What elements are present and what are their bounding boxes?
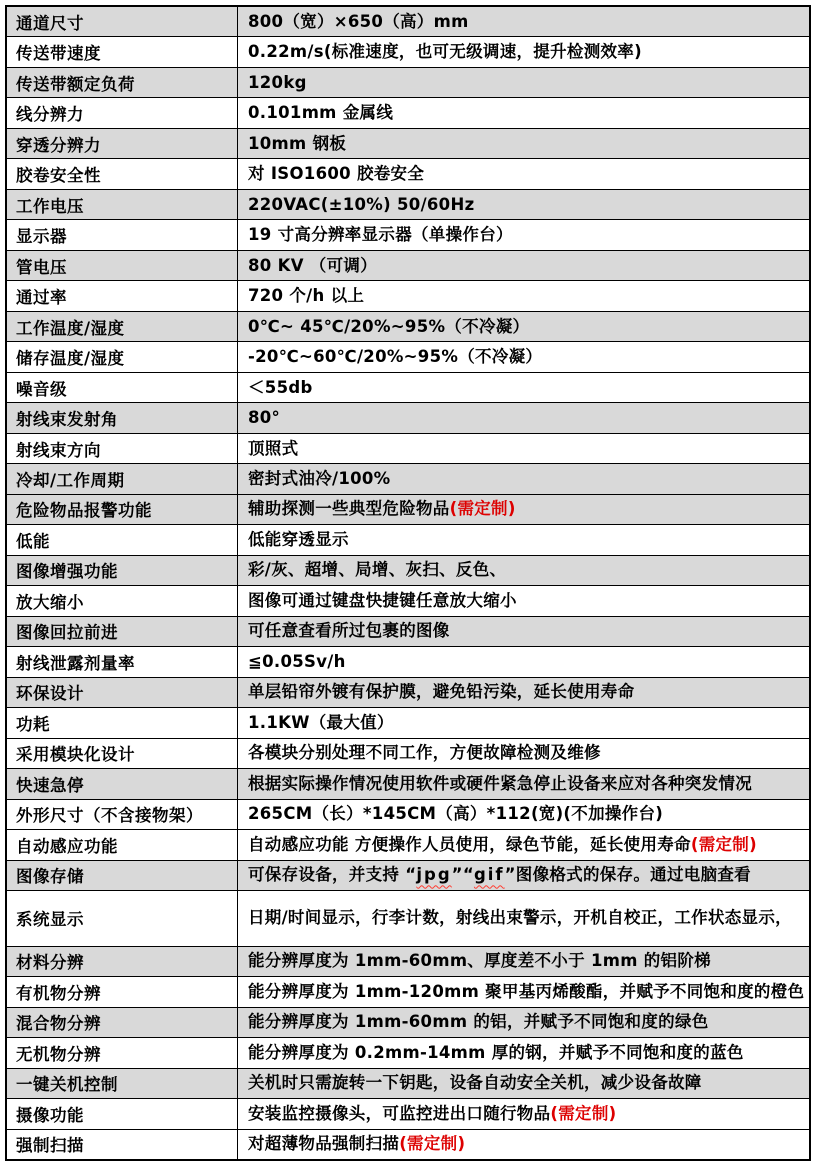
spec-value-text <box>248 283 364 309</box>
spec-label: 材料分辨 <box>7 947 238 976</box>
value-segment: 0℃~ 45℃/20%~95%（不冷凝） <box>248 316 530 336</box>
spec-value <box>238 678 809 707</box>
spec-value-text <box>248 710 394 736</box>
table-row <box>7 861 809 891</box>
spec-value <box>238 830 809 859</box>
spec-value <box>238 977 809 1006</box>
value-segment: 1.1KW（最大值） <box>248 712 394 732</box>
table-row <box>7 556 809 586</box>
table-row <box>7 1130 809 1159</box>
table-row <box>7 647 809 677</box>
custom-required-note: (需定制) <box>449 499 516 519</box>
spec-label: 管电压 <box>7 251 238 280</box>
spec-label: 图像增强功能 <box>7 556 238 585</box>
spec-value-text <box>248 70 307 96</box>
spec-value <box>238 1008 809 1037</box>
value-segment: -20℃~60℃/20%~95%（不冷凝） <box>248 347 543 367</box>
table-row <box>7 159 809 189</box>
value-segment: 0.22m/s(标准速度，也可无级调速，提升检测效率) <box>248 42 642 62</box>
value-segment: 辅助探测一些典型危险物品 <box>248 499 450 519</box>
spec-value-text <box>248 496 516 522</box>
spec-value <box>238 281 809 310</box>
value-segment: 19 寸高分辨率显示器（单操作台） <box>248 225 513 245</box>
value-segment: ”图像格式的保存。通过电脑查看 <box>504 865 751 885</box>
spec-label: 射线泄露剂量率 <box>7 647 238 676</box>
spec-value <box>238 1038 809 1067</box>
value-segment: ”“ <box>451 865 474 885</box>
spec-value <box>238 586 809 615</box>
spec-label: 通过率 <box>7 281 238 310</box>
table-row <box>7 251 809 281</box>
spec-label: 低能 <box>7 525 238 554</box>
spec-label: 有机物分辨 <box>7 977 238 1006</box>
table-row <box>7 281 809 311</box>
table-row <box>7 342 809 372</box>
spec-value <box>238 190 809 219</box>
spec-label: 通道尺寸 <box>7 7 238 36</box>
spec-value-text <box>248 100 393 126</box>
value-segment: 720 个/h 以上 <box>248 286 365 306</box>
spec-value-text <box>248 436 298 462</box>
spec-value-text <box>248 979 804 1005</box>
table-row <box>7 7 809 37</box>
spec-label: 线分辨力 <box>7 98 238 127</box>
value-segment: 自动感应功能 方便操作人员使用，绿色节能，延长使用寿命 <box>248 834 691 854</box>
spec-value-text <box>248 801 663 827</box>
spec-label: 采用模块化设计 <box>7 739 238 768</box>
spec-label: 传送带速度 <box>7 37 238 66</box>
table-row <box>7 68 809 98</box>
spec-value-text <box>248 253 377 279</box>
spec-value <box>238 1130 809 1159</box>
table-row <box>7 678 809 708</box>
spec-label: 混合物分辨 <box>7 1008 238 1037</box>
spec-value <box>238 373 809 402</box>
spec-value-text <box>248 1131 465 1157</box>
spec-label: 储存温度/湿度 <box>7 342 238 371</box>
table-row <box>7 312 809 342</box>
value-segment: 能分辨厚度为 1mm-120mm 聚甲基丙烯酸酯，并赋予不同饱和度的橙色 <box>248 981 805 1001</box>
spec-value-text <box>248 192 474 218</box>
spec-value <box>238 1099 809 1128</box>
table-row <box>7 434 809 464</box>
spec-value-text <box>248 649 346 675</box>
table-row <box>7 403 809 433</box>
spec-value-text <box>248 405 280 431</box>
value-segment: 80° <box>248 408 281 428</box>
value-segment: 能分辨厚度为 0.2mm-14mm 厚的钢，并赋予不同饱和度的蓝色 <box>248 1042 744 1062</box>
table-row <box>7 800 809 830</box>
spec-value-text <box>248 344 542 370</box>
table-row <box>7 373 809 403</box>
spec-value <box>238 68 809 97</box>
value-segment: 关机时只需旋转一下钥匙，设备自动安全关机，减少设备故障 <box>248 1073 702 1093</box>
spec-value-text <box>248 948 711 974</box>
spec-label: 摄像功能 <box>7 1099 238 1128</box>
value-segment: 能分辨厚度为 1mm-60mm 的铝，并赋予不同饱和度的绿色 <box>248 1012 709 1032</box>
spec-value <box>238 769 809 798</box>
table-row <box>7 977 809 1007</box>
spec-value <box>238 495 809 524</box>
spec-value <box>238 739 809 768</box>
spec-value-text <box>248 1070 702 1096</box>
spec-value <box>238 434 809 463</box>
spec-value-text <box>248 1101 617 1127</box>
spellcheck-word: jpg <box>416 865 452 885</box>
value-segment: ＜55db <box>248 377 313 397</box>
spec-label: 图像存储 <box>7 861 238 890</box>
spec-value <box>238 1069 809 1098</box>
spec-value <box>238 251 809 280</box>
spec-label: 快速急停 <box>7 769 238 798</box>
spec-value-text <box>248 222 513 248</box>
spec-value-text <box>248 1009 709 1035</box>
table-row <box>7 1099 809 1129</box>
table-row <box>7 891 809 947</box>
spec-label: 工作电压 <box>7 190 238 219</box>
value-segment: 可任意查看所过包裹的图像 <box>248 621 450 641</box>
table-row <box>7 464 809 494</box>
value-segment: 10mm 钢板 <box>248 133 347 153</box>
value-segment: 顶照式 <box>248 438 299 458</box>
spec-value-text <box>248 832 757 858</box>
value-segment: 120kg <box>248 72 307 92</box>
value-segment: 密封式油冷/100% <box>248 469 391 488</box>
table-row <box>7 739 809 769</box>
table-row <box>7 37 809 67</box>
spec-label: 胶卷安全性 <box>7 159 238 188</box>
value-segment: 能分辨厚度为 1mm-60mm、厚度差不小于 1mm 的铝阶梯 <box>248 951 711 971</box>
spec-value-text <box>248 740 601 766</box>
spec-label: 穿透分辨力 <box>7 129 238 158</box>
custom-required-note: (需定制) <box>550 1103 617 1123</box>
table-row <box>7 947 809 977</box>
spec-label: 强制扫描 <box>7 1130 238 1159</box>
table-row <box>7 220 809 250</box>
spec-value-text <box>248 375 313 401</box>
spec-value <box>238 37 809 66</box>
spec-value <box>238 525 809 554</box>
spec-label: 无机物分辨 <box>7 1038 238 1067</box>
spec-value <box>238 7 809 36</box>
table-row <box>7 190 809 220</box>
value-segment: 图像可通过键盘快捷键任意放大缩小 <box>248 590 517 610</box>
value-segment: 日期/时间显示，行李计数，射线出束警示，开机自校正，工作状态显示， <box>248 908 792 928</box>
table-row <box>7 495 809 525</box>
spec-value <box>238 891 809 946</box>
spec-value <box>238 556 809 585</box>
table-row <box>7 1008 809 1038</box>
spec-label: 射线束方向 <box>7 434 238 463</box>
spec-value-text <box>248 161 424 187</box>
custom-required-note: (需定制) <box>399 1134 466 1154</box>
spec-value <box>238 947 809 976</box>
table-row <box>7 525 809 555</box>
value-segment: 0.101mm 金属线 <box>248 103 394 123</box>
value-segment: 220VAC(±10%) 50/60Hz <box>248 194 475 214</box>
value-segment: 低能穿透显示 <box>248 529 349 549</box>
value-segment: 对 ISO1600 胶卷安全 <box>248 164 425 184</box>
table-row <box>7 830 809 860</box>
value-segment: 彩/灰、超增、局增、灰扫、反色、 <box>248 560 507 580</box>
value-segment: 安装监控摄像头，可监控进出口随行物品 <box>248 1103 551 1123</box>
spec-label: 噪音级 <box>7 373 238 402</box>
value-segment: 对超薄物品强制扫描 <box>248 1134 400 1154</box>
spec-value <box>238 98 809 127</box>
spec-value-text <box>248 1040 744 1066</box>
value-segment: 80 KV （可调） <box>248 255 378 275</box>
value-segment: 单层铅帘外镀有保护膜，避免铅污染，延长使用寿命 <box>248 682 635 702</box>
spec-label: 射线束发射角 <box>7 403 238 432</box>
spec-value-text <box>248 771 752 797</box>
spec-label: 外形尺寸（不含接物架） <box>7 800 238 829</box>
value-segment: 各模块分别处理不同工作，方便故障检测及维修 <box>248 743 601 763</box>
spec-label: 传送带额定负荷 <box>7 68 238 97</box>
table-row <box>7 129 809 159</box>
value-segment: 800（宽）×650（高）mm <box>248 11 469 31</box>
spec-value <box>238 342 809 371</box>
spec-value <box>238 464 809 493</box>
spec-value-text <box>248 557 506 583</box>
spec-label: 放大缩小 <box>7 586 238 615</box>
spellcheck-word: gif <box>473 865 505 885</box>
spec-value <box>238 861 809 890</box>
spec-value-text <box>248 679 634 705</box>
value-segment: ≦0.05Sv/h <box>248 651 346 671</box>
spec-label: 一键关机控制 <box>7 1069 238 1098</box>
spec-label: 显示器 <box>7 220 238 249</box>
spec-label: 冷却/工作周期 <box>7 464 238 493</box>
value-segment: 根据实际操作情况使用软件或硬件紧急停止设备来应对各种突发情况 <box>248 773 752 793</box>
spec-label: 图像回拉前进 <box>7 617 238 646</box>
spec-label: 功耗 <box>7 708 238 737</box>
table-row <box>7 1069 809 1099</box>
spec-value-text <box>248 9 469 35</box>
table-row <box>7 1038 809 1068</box>
spec-value-text <box>248 466 391 492</box>
value-segment: 可保存设备，并支持 “ <box>248 865 417 885</box>
spec-label: 自动感应功能 <box>7 830 238 859</box>
spec-value <box>238 312 809 341</box>
spec-value <box>238 800 809 829</box>
table-row <box>7 586 809 616</box>
table-row <box>7 617 809 647</box>
spec-value-text <box>248 588 517 614</box>
spec-value <box>238 159 809 188</box>
spec-value <box>238 708 809 737</box>
spec-value-text <box>248 618 450 644</box>
spec-label: 系统显示 <box>7 891 238 946</box>
spec-value-text <box>248 131 346 157</box>
spec-value <box>238 220 809 249</box>
spec-value-text <box>248 905 792 931</box>
spec-value <box>238 403 809 432</box>
spec-label: 工作温度/湿度 <box>7 312 238 341</box>
spec-table <box>5 5 811 1161</box>
spec-value <box>238 647 809 676</box>
spec-label: 环保设计 <box>7 678 238 707</box>
spec-value-text <box>248 39 642 65</box>
spec-value <box>238 129 809 158</box>
spec-value-text <box>248 862 751 888</box>
spec-value <box>238 617 809 646</box>
value-segment: 265CM（长）*145CM（高）*112(宽)(不加操作台) <box>248 804 664 824</box>
spec-value-text <box>248 527 349 553</box>
spec-value-text <box>248 314 529 340</box>
table-row <box>7 708 809 738</box>
table-row <box>7 769 809 799</box>
spec-label: 危险物品报警功能 <box>7 495 238 524</box>
table-row <box>7 98 809 128</box>
custom-required-note: (需定制) <box>690 834 757 854</box>
